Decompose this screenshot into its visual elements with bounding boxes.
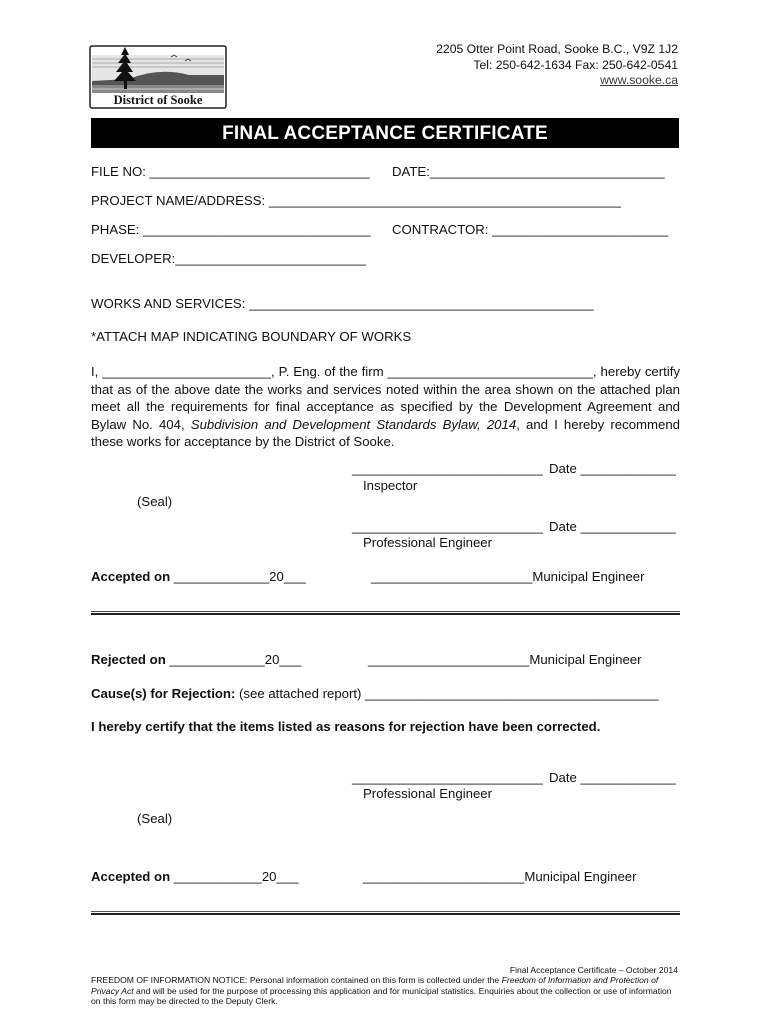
municipal-engineer-signature[interactable]: ______________________Municipal Engineer (371, 569, 645, 584)
date-field[interactable]: DATE:________________________________ (392, 164, 665, 179)
address-block (436, 42, 678, 89)
document-title: FINAL ACCEPTANCE CERTIFICATE (91, 118, 679, 148)
seal-label: (Seal) (137, 494, 173, 509)
certification-text-1: I, _______________________, P. Eng. of the firm ____________________________, hereby certify that as of the above date the works and services noted within the area shown on the attached plan meet all the requirements for final acceptance as specified by the Development Agreement and Bylaw No. 404, (91, 364, 680, 432)
accepted-on-row-2 (91, 869, 299, 884)
rejected-date-field[interactable]: _____________20___ (165, 652, 302, 667)
accepted-on-label-2: Accepted on (91, 869, 171, 884)
phone-fax-line: Tel: 250-642-1634 Fax: 250-642-0541 (473, 57, 678, 72)
foi-notice (91, 975, 680, 1007)
district-logo (89, 45, 227, 109)
rejected-on-label: Rejected on (91, 652, 166, 667)
rejected-on-row (91, 652, 301, 667)
accepted-on-row (91, 569, 306, 584)
accepted-on-label: Accepted on (91, 569, 171, 584)
rejection-cause-label: Cause(s) for Rejection: (91, 686, 236, 701)
address-line: 2205 Otter Point Road, Sooke B.C., V9Z 1J2 (436, 42, 678, 56)
logo-text: District of Sooke (113, 93, 203, 107)
inspector-signature-line[interactable]: __________________________ (352, 461, 543, 476)
inspector-label: Inspector (363, 478, 418, 493)
form-revision: Final Acceptance Certificate – October 2014 (509, 965, 678, 975)
attach-map-note: *ATTACH MAP INDICATING BOUNDARY OF WORKS (91, 329, 412, 344)
certification-paragraph (91, 363, 680, 451)
engineer-date-field[interactable]: Date _____________ (549, 519, 676, 534)
section-divider-2 (91, 911, 680, 915)
section-divider (91, 611, 680, 615)
professional-engineer-label: Professional Engineer (363, 535, 493, 550)
accepted-date-field-2[interactable]: ____________20___ (170, 869, 299, 884)
engineer-signature-line-2[interactable]: __________________________ (352, 770, 543, 785)
phase-field[interactable]: PHASE: _______________________________ (91, 222, 371, 237)
works-services-field[interactable]: WORKS AND SERVICES: _______________________________________________ (91, 296, 594, 311)
engineer-date-field-2[interactable]: Date _____________ (549, 770, 676, 785)
corrections-certification: I hereby certify that the items listed as reasons for rejection have been corrected. (91, 719, 601, 734)
foi-text-1: FREEDOM OF INFORMATION NOTICE: Personal information contained on this form is collected under the (91, 975, 502, 985)
developer-field[interactable]: DEVELOPER:__________________________ (91, 251, 366, 266)
engineer-signature-line[interactable]: __________________________ (352, 519, 543, 534)
seal-label-2: (Seal) (137, 811, 173, 826)
bylaw-title: Subdivision and Development Standards Bylaw, 2014 (190, 416, 517, 432)
foi-text-2: and will be used for the purpose of processing this application and for municipal statistics. Enquiries about the collection or use of information on this form may be directed to the Deputy Clerk. (91, 985, 672, 1007)
municipal-engineer-signature-2[interactable]: ______________________Municipal Engineer (363, 869, 637, 884)
project-name-field[interactable]: PROJECT NAME/ADDRESS: ________________________________________________ (91, 193, 621, 208)
rejection-cause-row (91, 686, 658, 701)
rejection-municipal-engineer-signature[interactable]: ______________________Municipal Engineer (368, 652, 642, 667)
foi-act-title: Freedom of Information and Protection of Privacy Act (91, 975, 659, 996)
file-no-field[interactable]: FILE NO: ______________________________ (91, 164, 370, 179)
professional-engineer-label-2: Professional Engineer (363, 786, 493, 801)
rejection-cause-field[interactable]: (see attached report) ________________________________________ (235, 686, 659, 701)
website-link[interactable]: www.sooke.ca (600, 73, 678, 87)
inspector-date-field[interactable]: Date _____________ (549, 461, 676, 476)
certification-text-2: , and I hereby recommend these works for acceptance by the District of Sooke. (91, 416, 681, 449)
accepted-date-field[interactable]: _____________20___ (170, 569, 306, 584)
contractor-field[interactable]: CONTRACTOR: ________________________ (392, 222, 669, 237)
